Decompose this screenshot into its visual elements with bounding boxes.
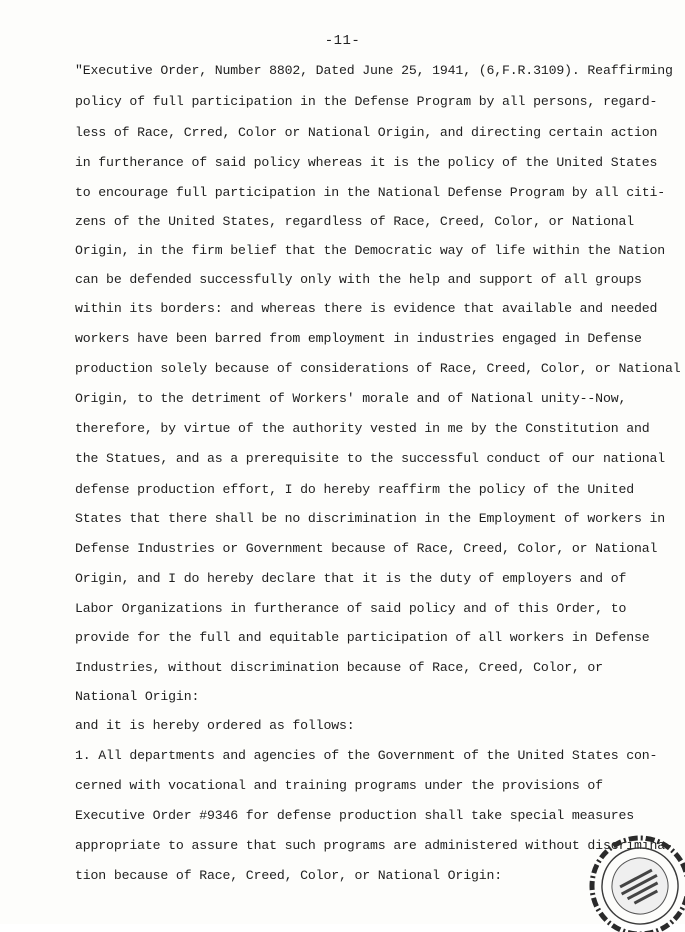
archive-stamp-seal [582, 828, 685, 932]
body-line: workers have been barred from employment in industries engaged in Defense [75, 331, 642, 346]
body-line: Origin, to the detriment of Workers' morale and of National unity--Now, [75, 391, 627, 406]
body-line: and it is hereby ordered as follows: [75, 718, 355, 733]
body-line: less of Race, Crred, Color or National Origin, and directing certain action [75, 125, 658, 140]
body-line: therefore, by virtue of the authority vested in me by the Constitution and [75, 421, 650, 436]
body-line: National Origin: [75, 689, 200, 704]
body-line: policy of full participation in the Defense Program by all persons, regard- [75, 94, 658, 109]
body-line: appropriate to assure that such programs are administered without discrimina- [75, 838, 673, 853]
body-line: zens of the United States, regardless of Race, Creed, Color, or National [75, 214, 634, 229]
body-line: "Executive Order, Number 8802, Dated June 25, 1941, (6,F.R.3109). Reaffirming [75, 63, 673, 78]
body-line: Defense Industries or Government because of Race, Creed, Color, or National [75, 541, 658, 556]
body-line: provide for the full and equitable participation of all workers in Defense [75, 630, 650, 645]
body-line: 1. All departments and agencies of the Government of the United States con- [75, 748, 658, 763]
body-line: defense production effort, I do hereby reaffirm the policy of the United [75, 482, 634, 497]
body-line: Origin, and I do hereby declare that it is the duty of employers and of [75, 571, 627, 586]
body-line: in furtherance of said policy whereas it is the policy of the United States [75, 155, 658, 170]
body-line: production solely because of considerations of Race, Creed, Color, or National [75, 361, 681, 376]
body-line: cerned with vocational and training programs under the provisions of [75, 778, 603, 793]
body-line: can be defended successfully only with the help and support of all groups [75, 272, 642, 287]
body-line: Labor Organizations in furtherance of said policy and of this Order, to [75, 601, 627, 616]
body-line: Origin, in the firm belief that the Democratic way of life within the Nation [75, 243, 666, 258]
body-line: the Statues, and as a prerequisite to the successful conduct of our national [75, 451, 666, 466]
body-line: to encourage full participation in the National Defense Program by all citi- [75, 185, 666, 200]
body-line: States that there shall be no discrimination in the Employment of workers in [75, 511, 666, 526]
body-line: tion because of Race, Creed, Color, or National Origin: [75, 868, 503, 883]
page-number: -11- [324, 33, 361, 49]
body-line: Industries, without discrimination because of Race, Creed, Color, or [75, 660, 603, 675]
body-line: within its borders: and whereas there is evidence that available and needed [75, 301, 658, 316]
seal-graphic [582, 828, 685, 932]
body-line: Executive Order #9346 for defense production shall take special measures [75, 808, 634, 823]
